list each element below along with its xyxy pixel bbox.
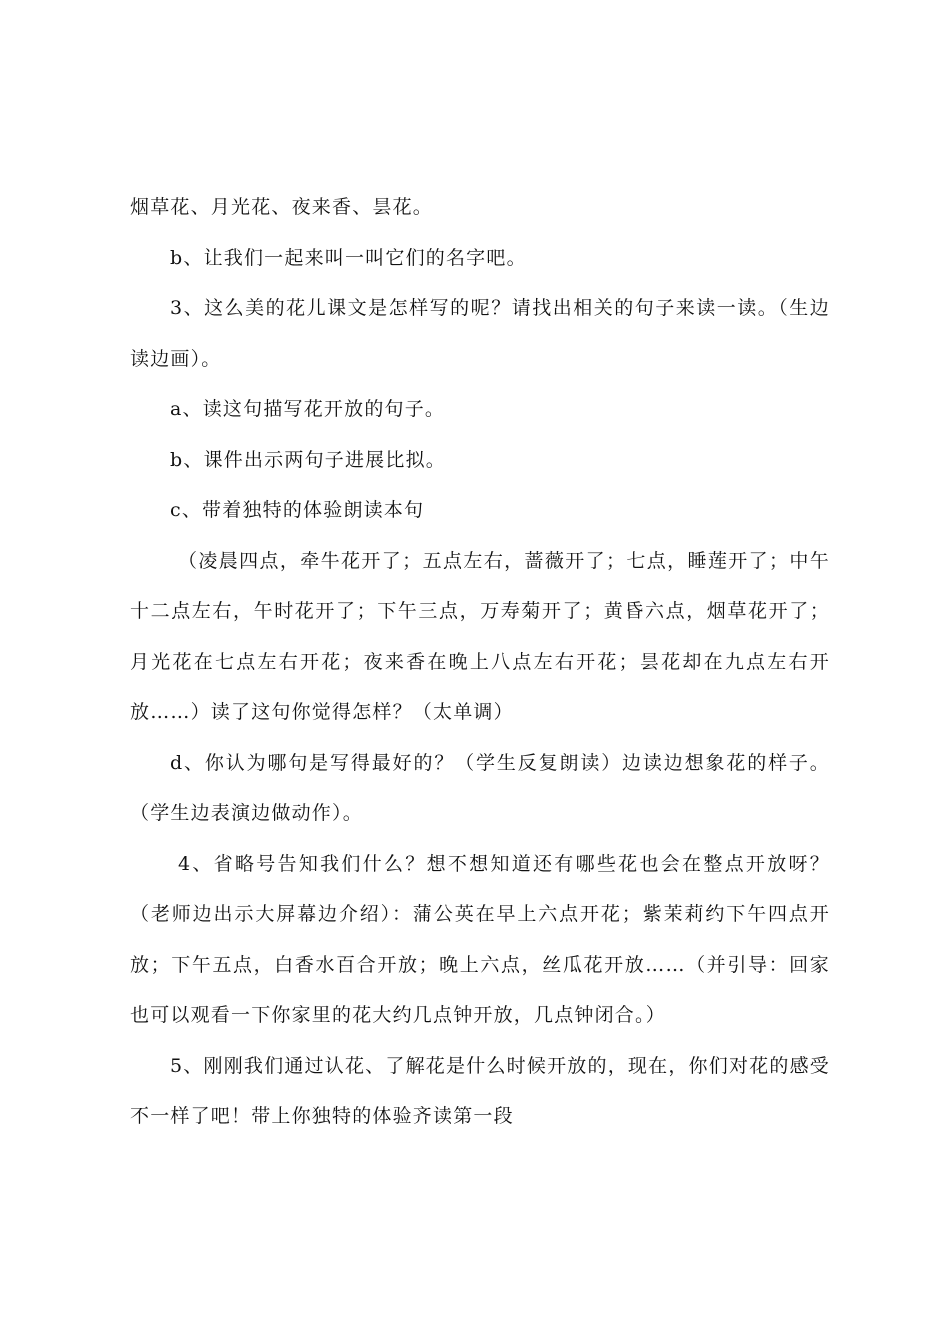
paragraph-flower-list: 烟草花、月光花、夜来香、昙花。 (130, 196, 434, 218)
paragraph-step-b-names: b、让我们一起来叫一叫它们的名字吧。 (170, 246, 527, 269)
paragraph-step-b-compare: b、课件出示两句子进展比拟。 (170, 448, 446, 471)
paragraph-quoted-text: （凌晨四点，牵牛花开了；五点左右，蔷薇开了；七点，睡莲开了；中午十二点左右，午时花开了；下午三点，万寿菊开了；黄昏六点，烟草花开了；月光花在七点左右开花；夜来香在晚上八点左右开花；昙花却在九点左右开放……）读了这句你觉得怎样？（太单调） (130, 549, 830, 723)
paragraph-step-d: d、你认为哪句是写得最好的？（学生反复朗读）边读边想象花的样子。（学生边表演边做动作）。 (130, 751, 830, 824)
paragraph-step-5: 5、刚刚我们通过认花、了解花是什么时候开放的，现在，你们对花的感受不一样了吧！带上你独特的体验齐读第一段 (130, 1054, 830, 1127)
paragraph-step-3: 3、这么美的花儿课文是怎样写的呢？请找出相关的句子来读一读。（生边读边画）。 (130, 297, 830, 370)
paragraph-step-4: 4、省略号告知我们什么？想不想知道还有哪些花也会在整点开放呀？（老师边出示大屏幕边介绍）：蒲公英在早上六点开花；紫茉莉约下午四点开放；下午五点，白香水百合开放；晚上六点，丝瓜花开放……（并引导：回家也可以观看一下你家里的花大约几点钟开放，几点钟闭合。） (130, 852, 830, 1026)
paragraph-step-a: a、读这句描写花开放的句子。 (170, 398, 446, 420)
document-body (130, 182, 830, 1142)
paragraph-step-c: c、带着独特的体验朗读本句 (170, 499, 425, 521)
